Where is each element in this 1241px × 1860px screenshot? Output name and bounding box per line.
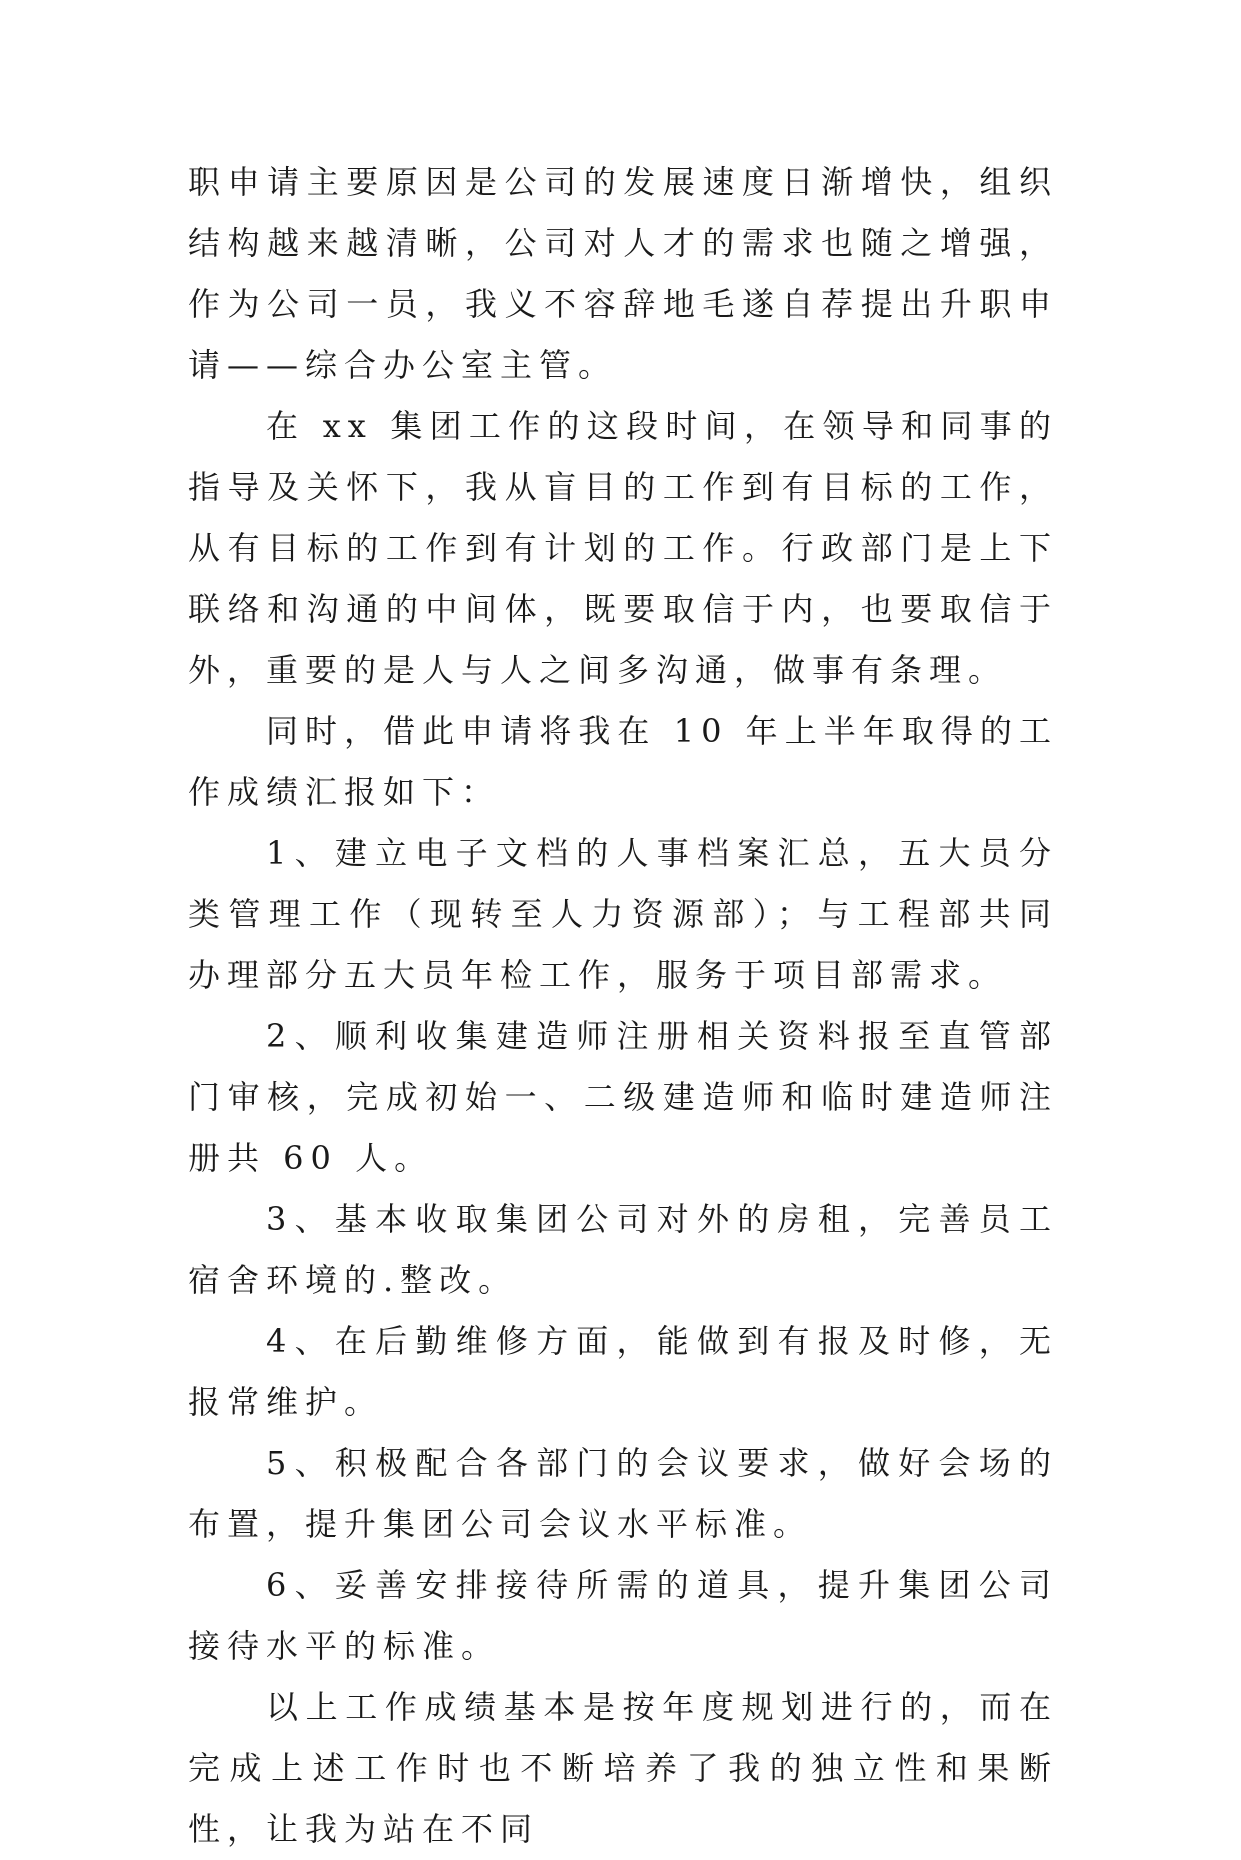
paragraph-continuation: 职申请主要原因是公司的发展速度日渐增快，组织结构越来越清晰，公司对人才的需求也随之增强，作为公司一员，我义不容辞地毛遂自荐提出升职申请——综合办公室主管。 bbox=[188, 163, 1058, 384]
list-item-5: 5、积极配合各部门的会议要求，做好会场的布置，提升集团公司会议水平标准。 bbox=[188, 1444, 1058, 1543]
paragraph-report-intro: 同时，借此申请将我在 10 年上半年取得的工作成绩汇报如下： bbox=[188, 712, 1058, 811]
paragraph-work-experience: 在 xx 集团工作的这段时间，在领导和同事的指导及关怀下，我从盲目的工作到有目标的工作，从有目标的工作到有计划的工作。行政部门是上下联络和沟通的中间体，既要取信于内，也要取信于外，重要的是人与人之间多沟通，做事有条理。 bbox=[188, 407, 1058, 689]
document-body bbox=[188, 152, 1058, 1860]
list-item-1: 1、建立电子文档的人事档案汇总，五大员分类管理工作（现转至人力资源部）；与工程部共同办理部分五大员年检工作，服务于项目部需求。 bbox=[188, 834, 1058, 994]
list-item-6: 6、妥善安排接待所需的道具，提升集团公司接待水平的标准。 bbox=[188, 1566, 1058, 1665]
list-item-4: 4、在后勤维修方面，能做到有报及时修，无报常维护。 bbox=[188, 1322, 1058, 1421]
paragraph-summary: 以上工作成绩基本是按年度规划进行的，而在完成上述工作时也不断培养了我的独立性和果断性，让我为站在不同 bbox=[188, 1688, 1058, 1848]
list-item-3: 3、基本收取集团公司对外的房租，完善员工宿舍环境的.整改。 bbox=[188, 1200, 1058, 1299]
list-item-2: 2、顺利收集建造师注册相关资料报至直管部门审核，完成初始一、二级建造师和临时建造师注册共 60 人。 bbox=[188, 1017, 1058, 1177]
